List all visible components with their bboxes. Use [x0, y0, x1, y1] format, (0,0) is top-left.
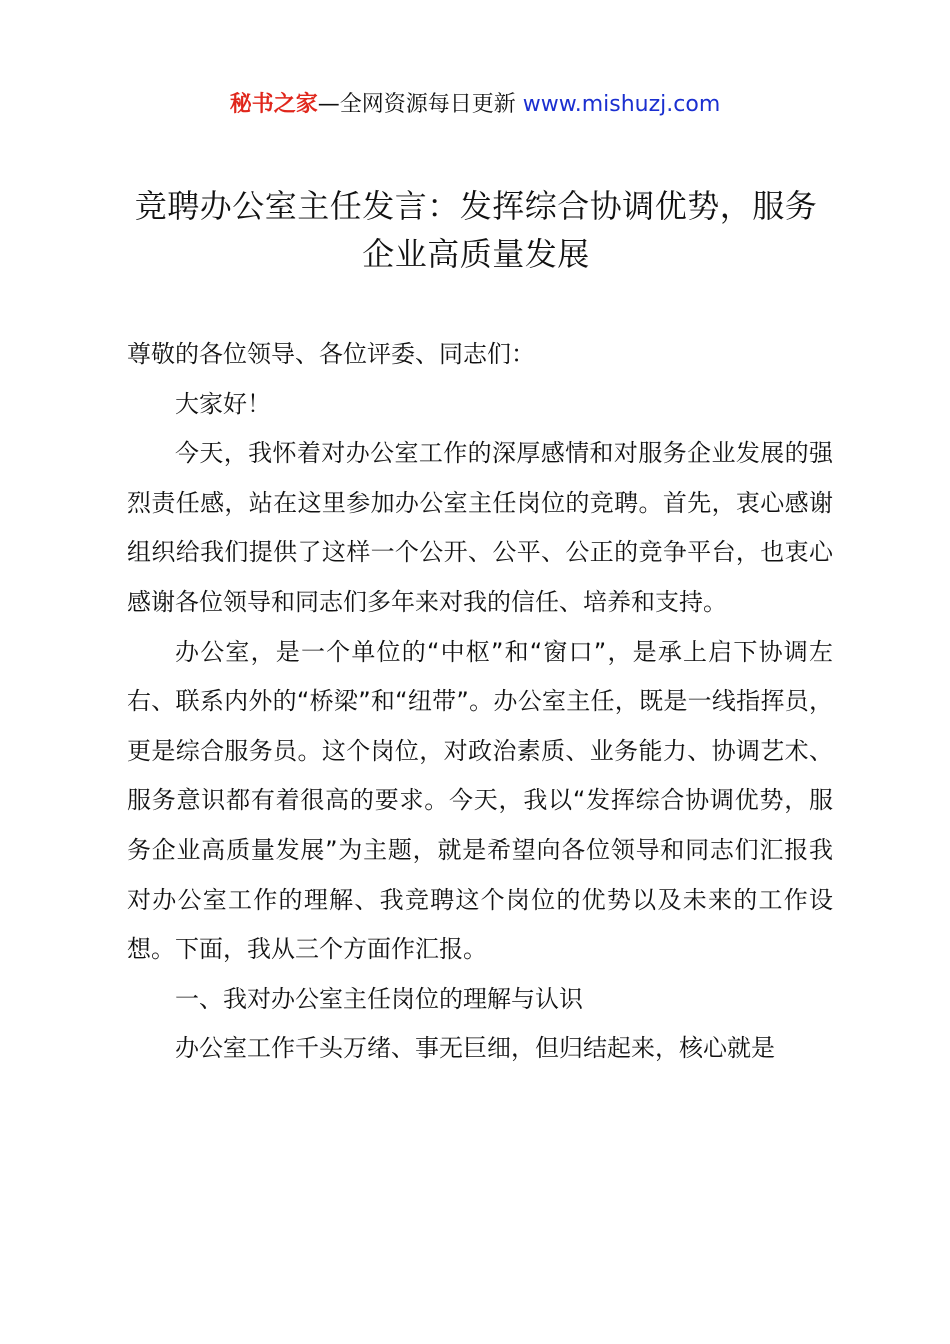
section-heading: 一、我对办公室主任岗位的理解与认识 — [175, 984, 583, 1013]
section-paragraph: 办公室工作千头万绪、事无巨细，但归结起来，核心就是 — [175, 1034, 775, 1063]
document-title: 竞聘办公室主任发言：发挥综合协调优势，服务企业高质量发展 — [134, 187, 818, 273]
brand-name: 秘书之家 — [229, 92, 318, 117]
greeting: 大家好！ — [175, 389, 271, 418]
salutation: 尊敬的各位领导、各位评委、同志们： — [127, 340, 535, 368]
header-tagline: —全网资源每日更新 — [317, 92, 516, 117]
body-paragraph-1: 今天，我怀着对办公室工作的深厚感情和对服务企业发展的强烈责任感，站在这里参加办公室主任岗位的竞聘。首先，衷心感谢组织给我们提供了这样一个公开、公平、公正的竞争平台，也衷心感谢各位领导和同志们多年来对我的信任、培养和支持。 — [127, 439, 833, 616]
site-url-link[interactable]: www.mishuzj.com — [522, 92, 721, 117]
site-header — [0, 88, 950, 122]
body-paragraph-2: 办公室，是一个单位的“中枢”和“窗口”，是承上启下协调左右、联系内外的“桥梁”和“纽带”。办公室主任，既是一线指挥员，更是综合服务员。这个岗位，对政治素质、业务能力、协调艺术、服务意识都有着很高的要求。今天，我以“发挥综合协调优势，服务企业高质量发展”为主题，就是希望向各位领导和同志们汇报我对办公室工作的理解、我竞聘这个岗位的优势以及未来的工作设想。下面，我从三个方面作汇报。 — [127, 637, 833, 964]
document-body — [127, 330, 833, 1074]
